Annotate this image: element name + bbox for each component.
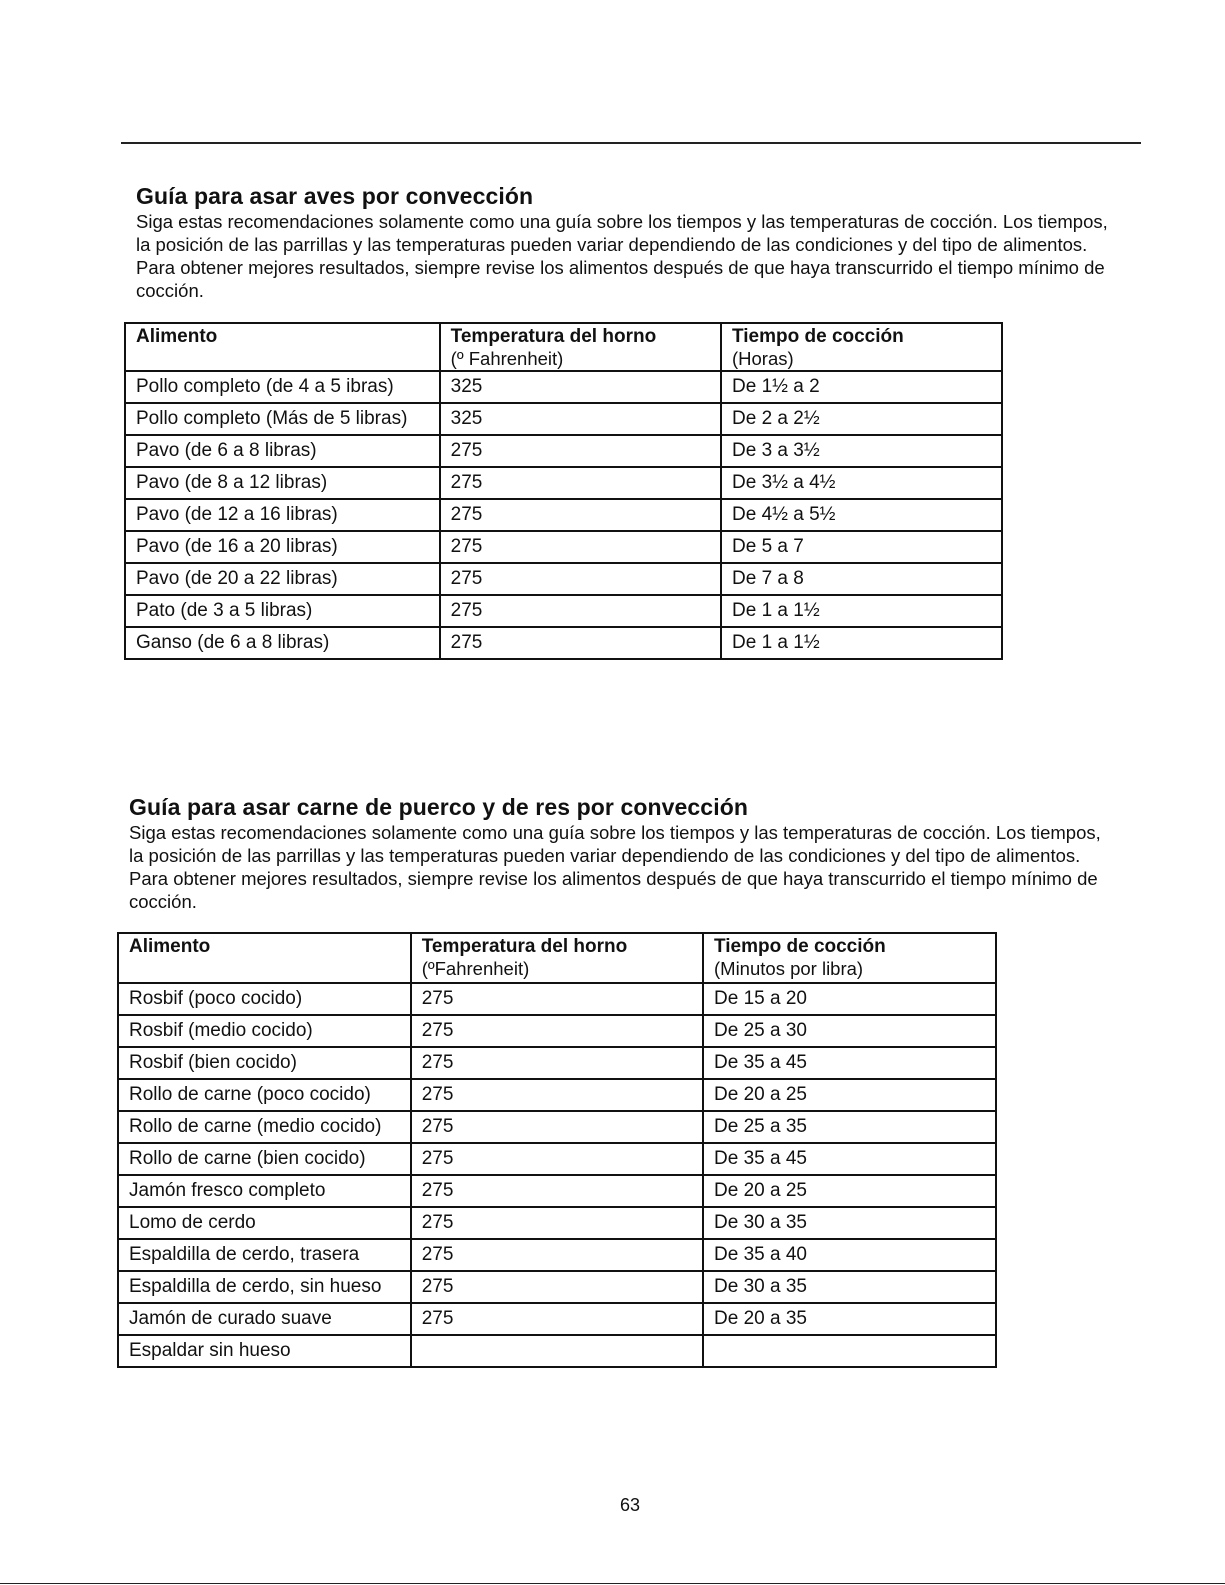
table-header-row [118, 933, 996, 983]
column-header-unit: (º Fahrenheit) [450, 348, 564, 369]
table-cell: 275 [440, 531, 721, 563]
column-header [703, 933, 996, 983]
table-cell: De 5 a 7 [721, 531, 1002, 563]
table-cell: De 25 a 30 [703, 1015, 996, 1047]
page-number: 63 [619, 1495, 641, 1515]
table-cell: De 20 a 35 [703, 1303, 996, 1335]
table-row [118, 1303, 996, 1335]
table-cell: 325 [440, 403, 721, 435]
table-cell: Espaldilla de cerdo, trasera [118, 1239, 411, 1271]
table-row [118, 1111, 996, 1143]
poultry-intro: Siga estas recomendaciones solamente como una guía sobre los tiempos y las temperaturas de cocción. Los tiempos, la posición de las parrillas y las temperaturas pueden variar dependiendo de las condiciones y del tipo de alimentos. Para obtener mejores resultados, siempre revise los alimentos después de que haya transcurrido el tiempo mínimo de cocción. [136, 211, 1108, 301]
table-cell: De 1 a 1½ [721, 627, 1002, 659]
poultry-section [136, 182, 1126, 302]
table-row [125, 499, 1002, 531]
table-cell: 275 [440, 467, 721, 499]
table-cell: Jamón fresco completo [118, 1175, 411, 1207]
table-cell: De 1½ a 2 [721, 371, 1002, 403]
table-cell: Pavo (de 8 a 12 libras) [125, 467, 440, 499]
table-cell: De 30 a 35 [703, 1271, 996, 1303]
table-cell: Pollo completo (Más de 5 libras) [125, 403, 440, 435]
table-cell: De 1 a 1½ [721, 595, 1002, 627]
table-cell: 275 [411, 1143, 703, 1175]
table-row [125, 627, 1002, 659]
table-row [118, 983, 996, 1015]
table-cell: 275 [411, 1047, 703, 1079]
table-cell: Ganso (de 6 a 8 libras) [125, 627, 440, 659]
table-row [125, 403, 1002, 435]
table-cell: Rosbif (bien cocido) [118, 1047, 411, 1079]
column-header-label: Temperatura del horno [450, 326, 657, 347]
table-cell: De 25 a 35 [703, 1111, 996, 1143]
table-cell: 275 [440, 563, 721, 595]
table-row [118, 1175, 996, 1207]
table-row [118, 1239, 996, 1271]
table-row [118, 1079, 996, 1111]
column-header [440, 323, 721, 371]
table-cell: De 20 a 25 [703, 1079, 996, 1111]
table-cell: Rosbif (medio cocido) [118, 1015, 411, 1047]
table-cell: De 2 a 2½ [721, 403, 1002, 435]
table-row [125, 531, 1002, 563]
table-cell: 275 [411, 1175, 703, 1207]
table-cell: Pato (de 3 a 5 libras) [125, 595, 440, 627]
meat-title: Guía para asar carne de puerco y de res por convección [129, 794, 748, 820]
table-cell: Pavo (de 20 a 22 libras) [125, 563, 440, 595]
table-cell: De 20 a 25 [703, 1175, 996, 1207]
table-cell: 275 [411, 1079, 703, 1111]
table-cell [703, 1335, 996, 1367]
table-cell: 275 [411, 983, 703, 1015]
table-cell: 275 [411, 1015, 703, 1047]
table-cell: 275 [440, 435, 721, 467]
table-row [125, 371, 1002, 403]
table-cell: 275 [411, 1239, 703, 1271]
table-cell: De 3½ a 4½ [721, 467, 1002, 499]
column-header-unit: (ºFahrenheit) [421, 958, 530, 979]
table-cell: Espaldilla de cerdo, sin hueso [118, 1271, 411, 1303]
table-cell: Pollo completo (de 4 a 5 ibras) [125, 371, 440, 403]
table-cell: Lomo de cerdo [118, 1207, 411, 1239]
table-cell: 275 [440, 595, 721, 627]
table-cell: De 35 a 45 [703, 1047, 996, 1079]
table-cell: Pavo (de 6 a 8 libras) [125, 435, 440, 467]
table-cell: 275 [440, 627, 721, 659]
table-row [118, 1143, 996, 1175]
meat-intro: Siga estas recomendaciones solamente como una guía sobre los tiempos y las temperaturas de cocción. Los tiempos, la posición de las parrillas y las temperaturas pueden variar dependiendo de las condiciones y del tipo de alimentos. Para obtener mejores resultados, siempre revise los alimentos después de que haya transcurrido el tiempo mínimo de cocción. [129, 822, 1101, 912]
table-cell: 325 [440, 371, 721, 403]
column-header-label: Tiempo de cocción [732, 326, 904, 347]
table-cell: 275 [411, 1303, 703, 1335]
table-header-row [125, 323, 1002, 371]
column-header-label: Alimento [136, 326, 218, 347]
column-header [411, 933, 703, 983]
table-cell: De 3 a 3½ [721, 435, 1002, 467]
table-cell: 275 [411, 1271, 703, 1303]
table-row [118, 1335, 996, 1367]
poultry-table [124, 322, 1003, 660]
poultry-title: Guía para asar aves por convección [136, 183, 534, 209]
table-cell: De 15 a 20 [703, 983, 996, 1015]
column-header-label: Temperatura del horno [421, 936, 628, 957]
top-rule [121, 142, 1141, 144]
table-row [125, 435, 1002, 467]
table-row [118, 1271, 996, 1303]
meat-section [129, 793, 1119, 913]
table-cell: Rollo de carne (medio cocido) [118, 1111, 411, 1143]
column-header-unit: (Minutos por libra) [714, 958, 864, 979]
table-cell [411, 1335, 703, 1367]
table-cell: Rosbif (poco cocido) [118, 983, 411, 1015]
table-cell: Rollo de carne (poco cocido) [118, 1079, 411, 1111]
meat-table [117, 932, 997, 1368]
table-cell: De 35 a 40 [703, 1239, 996, 1271]
table-row [118, 1207, 996, 1239]
column-header-label: Alimento [129, 936, 211, 957]
table-row [125, 595, 1002, 627]
table-cell: De 4½ a 5½ [721, 499, 1002, 531]
table-cell: Jamón de curado suave [118, 1303, 411, 1335]
table-cell: Pavo (de 12 a 16 libras) [125, 499, 440, 531]
table-cell: 275 [411, 1111, 703, 1143]
table-cell: 275 [440, 499, 721, 531]
table-row [118, 1015, 996, 1047]
column-header [118, 933, 411, 983]
table-cell: Pavo (de 16 a 20 libras) [125, 531, 440, 563]
table-row [125, 467, 1002, 499]
column-header-label: Tiempo de cocción [714, 936, 886, 957]
table-cell: Rollo de carne (bien cocido) [118, 1143, 411, 1175]
table-row [118, 1047, 996, 1079]
table-cell: De 30 a 35 [703, 1207, 996, 1239]
table-cell: 275 [411, 1207, 703, 1239]
column-header [721, 323, 1002, 371]
table-cell: Espaldar sin hueso [118, 1335, 411, 1367]
column-header-unit: (Horas) [732, 348, 794, 369]
table-cell: De 35 a 45 [703, 1143, 996, 1175]
bottom-rule [0, 1583, 1225, 1584]
table-row [125, 563, 1002, 595]
table-cell: De 7 a 8 [721, 563, 1002, 595]
column-header [125, 323, 440, 371]
